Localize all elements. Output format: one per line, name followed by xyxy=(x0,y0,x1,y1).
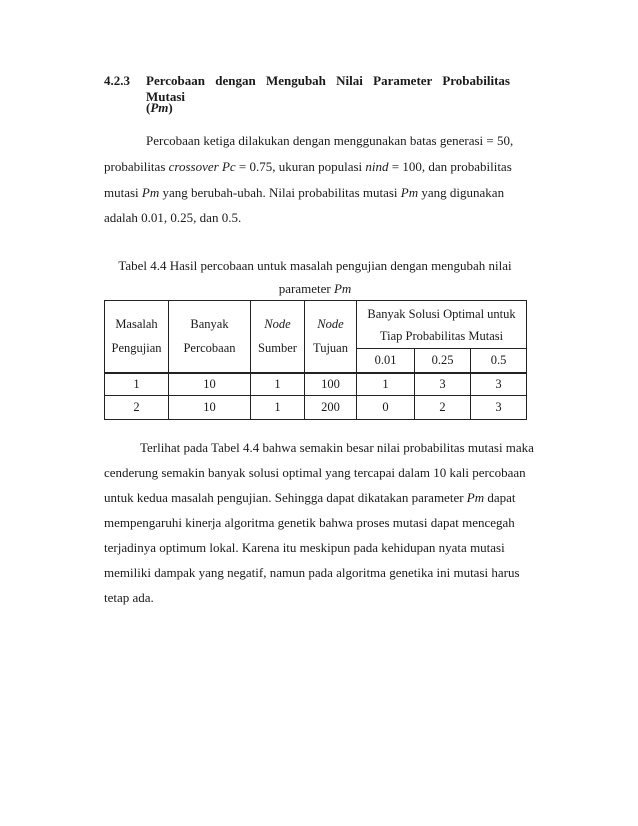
intro-line-2: probabilitas crossover Pc = 0.75, ukuran populasi nind = 100, dan probabilitas xyxy=(104,159,512,174)
intro-line-1: Percobaan ketiga dilakukan dengan menggunakan batas generasi = 50, xyxy=(146,133,514,148)
conclusion-line-4: mempengaruhi kinerja algoritma genetik bahwa proses mutasi dapat mencegah xyxy=(104,515,515,530)
pm-symbol: Pm xyxy=(150,100,169,115)
table-caption-continued: parameter Pm xyxy=(278,281,352,296)
conclusion-line-2: cenderung semakin banyak solusi optimal yang tercapai dalam 10 kali percobaan xyxy=(104,465,526,480)
intro-line-4: adalah 0.01, 0.25, dan 0.5. xyxy=(104,210,242,225)
table-row: 2 10 1 200 0 2 3 xyxy=(105,396,527,420)
conclusion-line-7: tetap ada. xyxy=(104,590,154,605)
header-node-tujuan: Node Tujuan xyxy=(305,301,357,373)
header-node-sumber: Node Sumber xyxy=(251,301,305,373)
section-title-continued: (Pm) xyxy=(146,100,173,115)
section-title: Percobaan dengan Mengubah Nilai Parameter Probabilitas Mutasi xyxy=(146,73,510,104)
header-pm-025: 0.25 xyxy=(415,349,471,373)
intro-line-3: mutasi Pm yang berubah-ubah. Nilai probabilitas mutasi Pm yang digunakan xyxy=(104,185,505,200)
conclusion-line-5: terjadinya optimum lokal. Karena itu meskipun pada kehidupan nyata mutasi xyxy=(104,540,505,555)
conclusion-line-3: untuk kedua masalah pengujian. Sehingga dapat dikatakan parameter Pm dapat xyxy=(104,490,516,505)
table-caption: Tabel 4.4 Hasil percobaan untuk masalah pengujian dengan mengubah nilai xyxy=(118,258,512,273)
header-pm-05: 0.5 xyxy=(471,349,527,373)
header-masalah-pengujian: Masalah Pengujian xyxy=(105,301,169,373)
header-pm-001: 0.01 xyxy=(357,349,415,373)
header-banyak-percobaan: Banyak Percobaan xyxy=(169,301,251,373)
section-number: 4.2.3 xyxy=(104,73,130,88)
conclusion-line-6: memiliki dampak yang negatif, namun pada algoritma genetika ini mutasi harus xyxy=(104,565,520,580)
results-table xyxy=(104,300,527,420)
header-solusi-optimal-group: Banyak Solusi Optimal untuk Tiap Probabilitas Mutasi xyxy=(357,301,527,349)
conclusion-line-1: Terlihat pada Tabel 4.4 bahwa semakin besar nilai probabilitas mutasi maka xyxy=(140,440,534,455)
table-row: 1 10 1 100 1 3 3 xyxy=(105,373,527,396)
